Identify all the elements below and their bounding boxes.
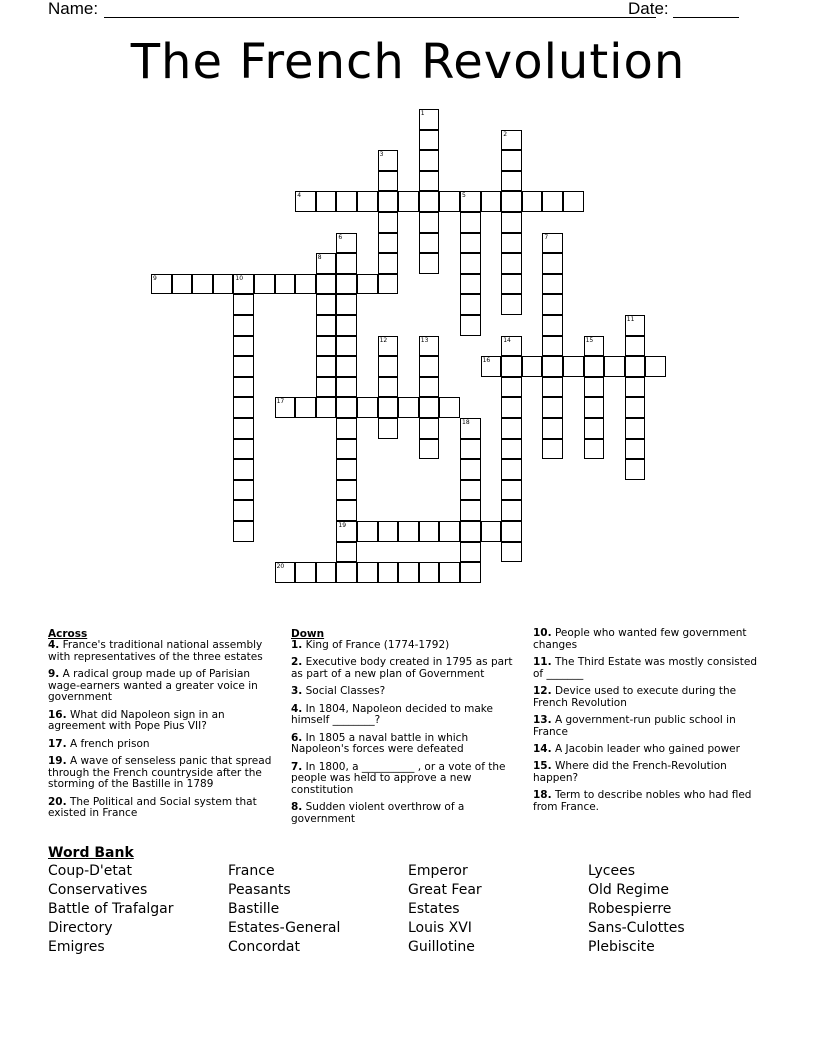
crossword-cell[interactable]	[316, 315, 337, 336]
crossword-cell[interactable]	[460, 315, 481, 336]
down-clue: 3. Social Classes?	[291, 685, 386, 698]
down-clue: 14. A Jacobin leader who gained power	[533, 742, 740, 755]
crossword-cell[interactable]	[336, 274, 357, 295]
crossword-cell[interactable]	[522, 191, 543, 212]
crossword-cell[interactable]	[378, 212, 399, 233]
word-bank-item: Concordat	[228, 939, 300, 955]
word-bank-column	[408, 862, 482, 957]
crossword-cell[interactable]	[542, 274, 563, 295]
crossword-cell[interactable]	[542, 377, 563, 398]
crossword-cell[interactable]	[336, 459, 357, 480]
across-clue: 17. A french prison	[48, 737, 150, 750]
crossword-cell[interactable]	[542, 397, 563, 418]
page-title: The French Revolution	[130, 34, 686, 90]
crossword-cell[interactable]	[316, 336, 337, 357]
crossword-cell[interactable]	[419, 336, 440, 357]
clue-number: 3	[379, 151, 384, 159]
crossword-cell[interactable]	[584, 418, 605, 439]
crossword-cell[interactable]	[233, 397, 254, 418]
crossword-cell[interactable]	[584, 336, 605, 357]
crossword-cell[interactable]	[501, 294, 522, 315]
crossword-cell[interactable]	[398, 562, 419, 583]
clue-num: 20.	[48, 795, 67, 808]
crossword-cell[interactable]	[378, 171, 399, 192]
clue-number: 17	[276, 398, 285, 406]
clue-number: 15	[585, 336, 594, 344]
crossword-cell[interactable]	[501, 377, 522, 398]
down-clue: 12. Device used to execute during the French Revolution	[533, 684, 737, 709]
crossword-cell[interactable]	[625, 459, 646, 480]
crossword-cell[interactable]	[501, 459, 522, 480]
crossword-cell[interactable]	[460, 212, 481, 233]
clue-num: 10.	[533, 627, 552, 639]
down-clue: 2. Executive body created in 1795 as part as part of a new plan of Government	[291, 656, 513, 680]
crossword-cell[interactable]	[295, 191, 316, 212]
across-clue: 19. A wave of senseless panic that spread through the French countryside after the storming of the Bastille in 1789	[48, 754, 272, 791]
crossword-cell[interactable]	[275, 562, 296, 583]
clue-number: 20	[276, 563, 285, 571]
crossword-cell[interactable]	[501, 521, 522, 542]
crossword-cell[interactable]	[625, 418, 646, 439]
crossword-cell[interactable]	[419, 130, 440, 151]
crossword-cell[interactable]	[460, 191, 481, 212]
crossword-cell[interactable]	[378, 377, 399, 398]
clue-num: 9.	[48, 667, 60, 680]
down-clue: 15. Where did the French-Revolution happen?	[533, 760, 727, 784]
crossword-cell[interactable]	[336, 315, 357, 336]
crossword-cell[interactable]	[419, 356, 440, 377]
crossword-cell[interactable]	[336, 233, 357, 254]
crossword-cell[interactable]	[625, 439, 646, 460]
down-clue: 11. The Third Estate was mostly consisted of _______	[533, 655, 757, 680]
crossword-cell[interactable]	[419, 150, 440, 171]
clue-number: 6	[338, 233, 343, 241]
clue-number: 14	[503, 336, 511, 344]
crossword-cell[interactable]	[336, 521, 357, 542]
crossword-cell[interactable]	[233, 315, 254, 336]
crossword-cell[interactable]	[501, 212, 522, 233]
down-clue: 4. In 1804, Napoleon decided to make himself ________?	[291, 702, 493, 727]
down-clue: 1. King of France (1774-1792)	[291, 639, 450, 651]
crossword-cell[interactable]	[501, 356, 522, 377]
crossword-cell[interactable]	[378, 521, 399, 542]
crossword-cell[interactable]	[501, 397, 522, 418]
crossword-cell[interactable]	[233, 439, 254, 460]
clue-num: 16.	[48, 708, 67, 721]
across-clue-list	[48, 640, 274, 820]
word-bank-column	[588, 862, 685, 957]
word-bank-item: Battle of Trafalgar	[48, 901, 174, 917]
crossword-cell[interactable]	[357, 521, 378, 542]
crossword-cell[interactable]	[192, 274, 213, 295]
crossword-cell[interactable]	[460, 480, 481, 501]
crossword-cell[interactable]	[172, 274, 193, 295]
crossword-cell[interactable]	[625, 356, 646, 377]
crossword-cell[interactable]	[316, 562, 337, 583]
crossword-cell[interactable]	[542, 191, 563, 212]
crossword-cell[interactable]	[542, 294, 563, 315]
clue-number: 4	[297, 192, 302, 200]
crossword-cell[interactable]	[584, 439, 605, 460]
crossword-cell[interactable]	[357, 397, 378, 418]
crossword-cell[interactable]	[295, 397, 316, 418]
crossword-cell[interactable]	[645, 356, 666, 377]
across-clue: 9. A radical group made up of Parisian wage-earners wanted a greater voice in government	[48, 667, 258, 704]
across-clue: 4. France's traditional national assembly with representatives of the three estates	[48, 639, 263, 663]
crossword-cell[interactable]	[233, 418, 254, 439]
crossword-cell[interactable]	[316, 191, 337, 212]
clue-num: 4.	[48, 639, 60, 651]
word-bank-item: Estates-General	[228, 920, 341, 936]
clue-num: 6.	[291, 731, 303, 744]
crossword-cell[interactable]	[378, 397, 399, 418]
clue-num: 13.	[533, 713, 552, 726]
crossword-cell[interactable]	[542, 315, 563, 336]
down-clue: 8. Sudden violent overthrow of a government	[291, 801, 465, 825]
crossword-cell[interactable]	[316, 377, 337, 398]
clue-number: 10	[235, 274, 244, 282]
clue-num: 17.	[48, 737, 67, 750]
crossword-cell[interactable]	[378, 150, 399, 171]
crossword-cell[interactable]	[419, 191, 440, 212]
crossword-cell[interactable]	[316, 397, 337, 418]
crossword-cell[interactable]	[460, 274, 481, 295]
clue-number: 9	[153, 274, 157, 282]
crossword-cell[interactable]	[542, 336, 563, 357]
crossword-cell[interactable]	[460, 542, 481, 563]
crossword-cell[interactable]	[439, 397, 460, 418]
crossword-cell[interactable]	[460, 521, 481, 542]
clue-num: 2.	[291, 656, 303, 669]
word-bank-item: Lycees	[588, 863, 636, 879]
word-bank-item: Great Fear	[408, 882, 482, 898]
crossword-cell[interactable]	[357, 191, 378, 212]
crossword-cell[interactable]	[378, 336, 399, 357]
crossword-cell[interactable]	[542, 418, 563, 439]
crossword-cell[interactable]	[584, 377, 605, 398]
crossword-cell[interactable]	[419, 439, 440, 460]
crossword-cell[interactable]	[233, 294, 254, 315]
crossword-cell[interactable]	[419, 521, 440, 542]
crossword-cell[interactable]	[419, 562, 440, 583]
crossword-cell[interactable]	[233, 459, 254, 480]
crossword-cell[interactable]	[378, 418, 399, 439]
crossword-cell[interactable]	[336, 418, 357, 439]
crossword-cell[interactable]	[460, 459, 481, 480]
crossword-cell[interactable]	[336, 562, 357, 583]
clue-num: 15.	[533, 760, 552, 773]
clue-num: 14.	[533, 742, 552, 755]
crossword-cell[interactable]	[378, 191, 399, 212]
crossword-cell[interactable]	[522, 356, 543, 377]
crossword-cell[interactable]	[501, 480, 522, 501]
crossword-cell[interactable]	[378, 253, 399, 274]
crossword-cell[interactable]	[295, 562, 316, 583]
crossword-cell[interactable]	[357, 562, 378, 583]
word-bank-item: Conservatives	[48, 882, 148, 898]
crossword-cell[interactable]	[625, 397, 646, 418]
crossword-cell[interactable]	[316, 274, 337, 295]
crossword-cell[interactable]	[419, 397, 440, 418]
crossword-cell[interactable]	[501, 542, 522, 563]
clue-num: 18.	[533, 789, 552, 802]
down-heading: Down	[291, 628, 325, 640]
crossword-cell[interactable]	[316, 253, 337, 274]
clue-num: 1.	[291, 639, 303, 651]
crossword-cell[interactable]	[275, 274, 296, 295]
across-clues	[48, 628, 274, 826]
crossword-cell[interactable]	[336, 542, 357, 563]
clue-number: 16	[482, 357, 491, 365]
crossword-cell[interactable]	[233, 521, 254, 542]
crossword-cell[interactable]	[336, 377, 357, 398]
crossword-cell[interactable]	[233, 356, 254, 377]
crossword-cell[interactable]	[460, 439, 481, 460]
crossword-cell[interactable]	[625, 336, 646, 357]
word-bank-item: Emperor	[408, 863, 468, 879]
clue-number: 19	[338, 522, 347, 529]
crossword-cell[interactable]	[481, 191, 502, 212]
crossword-cell[interactable]	[419, 418, 440, 439]
clue-number: 1	[420, 110, 425, 117]
crossword-cell[interactable]	[336, 397, 357, 418]
down-clue-list-continued	[533, 628, 758, 814]
clue-number: 13	[420, 336, 429, 344]
word-bank-column	[48, 862, 174, 957]
word-bank-item: Directory	[48, 920, 113, 936]
crossword-cell[interactable]	[501, 130, 522, 151]
crossword-cell[interactable]	[604, 356, 625, 377]
crossword-cell[interactable]	[378, 562, 399, 583]
crossword-cell[interactable]	[481, 521, 502, 542]
clue-num: 12.	[533, 684, 552, 697]
crossword-cell[interactable]	[501, 439, 522, 460]
word-bank-item: Guillotine	[408, 939, 475, 955]
crossword-cell[interactable]	[336, 439, 357, 460]
crossword-cell[interactable]	[501, 171, 522, 192]
crossword-cell[interactable]	[501, 253, 522, 274]
crossword-cell[interactable]	[481, 356, 502, 377]
down-clue: 13. A government-run public school in France	[533, 713, 736, 738]
clue-num: 3.	[291, 685, 303, 698]
crossword-cell[interactable]	[316, 356, 337, 377]
clue-number: 18	[462, 419, 470, 426]
crossword-cell[interactable]	[460, 294, 481, 315]
crossword-cell[interactable]	[501, 191, 522, 212]
crossword-cell[interactable]	[254, 274, 275, 295]
crossword-cell[interactable]	[336, 191, 357, 212]
name-label: Name:	[48, 0, 99, 18]
word-bank-item: Sans-Culottes	[588, 920, 685, 936]
crossword-cell[interactable]	[501, 336, 522, 357]
clue-number: 12	[379, 336, 388, 344]
word-bank-item: Estates	[408, 901, 460, 917]
word-bank-item: Bastille	[228, 901, 280, 917]
crossword-cell[interactable]	[151, 274, 172, 295]
crossword-cell[interactable]	[213, 274, 234, 295]
down-clue: 6. In 1805 a naval battle in which Napoleon's forces were defeated	[291, 731, 469, 756]
clue-num: 7.	[291, 760, 303, 773]
clue-num: 8.	[291, 801, 303, 814]
clue-number: 11	[626, 316, 635, 323]
crossword-cell[interactable]	[316, 294, 337, 315]
crossword-cell[interactable]	[419, 171, 440, 192]
clue-num: 4.	[291, 702, 303, 715]
crossword-cell[interactable]	[233, 377, 254, 398]
word-bank-item: Emigres	[48, 939, 105, 955]
word-bank-item: Robespierre	[588, 901, 672, 917]
crossword-cell[interactable]	[398, 521, 419, 542]
clue-number: 8	[317, 254, 322, 262]
word-bank-heading: Word Bank	[48, 845, 134, 861]
clue-number: 5	[462, 192, 466, 200]
crossword-cell[interactable]	[625, 377, 646, 398]
crossword-cell[interactable]	[378, 356, 399, 377]
crossword-cell[interactable]	[584, 356, 605, 377]
word-bank-item: Old Regime	[588, 882, 669, 898]
crossword-cell[interactable]	[336, 480, 357, 501]
crossword-cell[interactable]	[233, 336, 254, 357]
crossword-cell[interactable]	[336, 500, 357, 521]
crossword-cell[interactable]	[439, 521, 460, 542]
crossword-cell[interactable]	[419, 212, 440, 233]
crossword-cell[interactable]	[563, 191, 584, 212]
crossword-cell[interactable]	[584, 397, 605, 418]
crossword-cell[interactable]	[542, 356, 563, 377]
crossword-cell[interactable]	[233, 274, 254, 295]
crossword-cell[interactable]	[336, 356, 357, 377]
crossword-cell[interactable]	[460, 418, 481, 439]
crossword-cell[interactable]	[233, 480, 254, 501]
crossword-cell[interactable]	[501, 233, 522, 254]
word-bank-item: Coup-D'etat	[48, 863, 132, 879]
crossword-cell[interactable]	[398, 397, 419, 418]
word-bank-item: Louis XVI	[408, 920, 472, 936]
word-bank-item: Plebiscite	[588, 939, 655, 955]
crossword-cell[interactable]	[542, 439, 563, 460]
crossword-cell[interactable]	[625, 315, 646, 336]
crossword-cell[interactable]	[336, 253, 357, 274]
word-bank-item: France	[228, 863, 275, 879]
crossword-cell[interactable]	[233, 500, 254, 521]
across-clue: 16. What did Napoleon sign in an agreement with Pope Pius VII?	[48, 708, 225, 733]
crossword-cell[interactable]	[542, 253, 563, 274]
crossword-cell[interactable]	[439, 562, 460, 583]
crossword-cell[interactable]	[419, 377, 440, 398]
crossword-cell[interactable]	[419, 109, 440, 130]
word-bank-column	[228, 862, 340, 957]
word-bank-item: Peasants	[228, 882, 291, 898]
crossword-cell[interactable]	[419, 253, 440, 274]
crossword-cell[interactable]	[501, 418, 522, 439]
crossword-cell[interactable]	[460, 253, 481, 274]
down-clue: 10. People who wanted few government changes	[533, 627, 747, 651]
clue-num: 19.	[48, 754, 67, 767]
crossword-cell[interactable]	[336, 294, 357, 315]
clue-number: 2	[503, 130, 508, 138]
down-clue: 7. In 1800, a __________ , or a vote of the people was held to approve a new constitution	[291, 760, 506, 796]
down-clues-continued	[533, 628, 758, 819]
crossword-cell[interactable]	[378, 274, 399, 295]
crossword-cell[interactable]	[460, 500, 481, 521]
date-label: Date:	[628, 0, 669, 18]
crossword-cell[interactable]	[275, 397, 296, 418]
crossword-cell[interactable]	[398, 191, 419, 212]
clue-number: 7	[544, 233, 549, 241]
crossword-cell[interactable]	[439, 191, 460, 212]
across-clue: 20. The Political and Social system that existed in France	[48, 795, 257, 820]
crossword-cell[interactable]	[542, 233, 563, 254]
across-heading: Across	[48, 628, 88, 640]
down-clue: 18. Term to describe nobles who had fled from France.	[533, 789, 752, 813]
crossword-cell[interactable]	[460, 233, 481, 254]
crossword-cell[interactable]	[460, 562, 481, 583]
down-clue-list	[291, 640, 519, 826]
crossword-cell[interactable]	[501, 274, 522, 295]
clue-num: 11.	[533, 655, 552, 668]
crossword-cell[interactable]	[357, 274, 378, 295]
crossword-cell[interactable]	[295, 274, 316, 295]
crossword-cell[interactable]	[419, 233, 440, 254]
crossword-cell[interactable]	[336, 336, 357, 357]
crossword-cell[interactable]	[378, 233, 399, 254]
crossword-cell[interactable]	[501, 150, 522, 171]
crossword-cell[interactable]	[501, 500, 522, 521]
crossword-cell[interactable]	[563, 356, 584, 377]
down-clues	[291, 628, 519, 831]
